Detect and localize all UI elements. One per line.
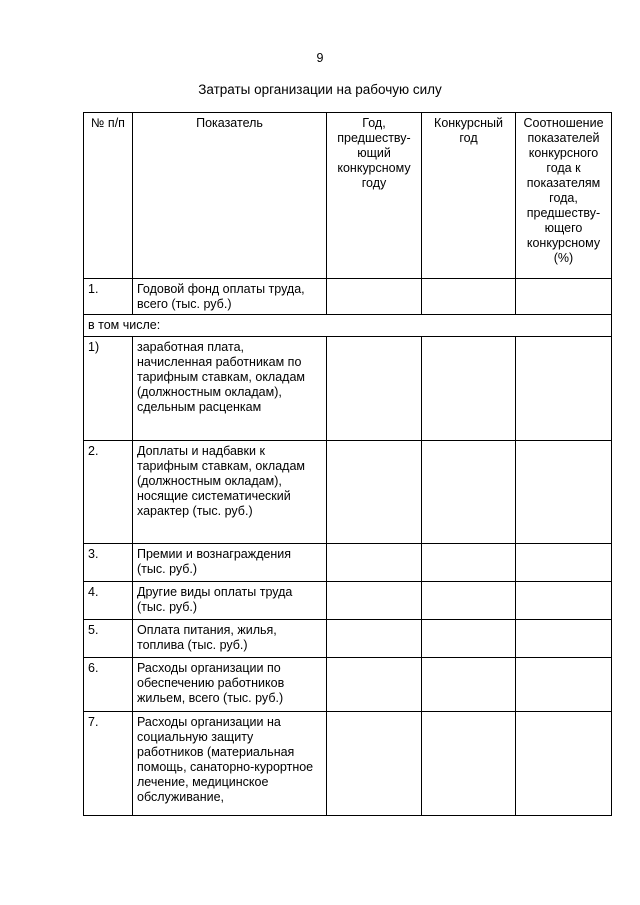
header-indicator: Показатель	[133, 113, 327, 279]
row-label: Расходы организации на социальную защиту работников (материальная помощь, санаторно-курортное лечение, медицинское обслуживание,	[133, 712, 327, 816]
row-label: Другие виды оплаты труда (тыс. руб.)	[133, 582, 327, 620]
cell-previous-year[interactable]	[327, 582, 422, 620]
table-row	[84, 582, 612, 620]
cell-previous-year[interactable]	[327, 544, 422, 582]
document-title: Затраты организации на рабочую силу	[198, 82, 442, 97]
row-number: 4.	[84, 582, 133, 620]
row-number: 1.	[84, 279, 133, 315]
cell-ratio[interactable]	[516, 712, 612, 816]
cell-ratio[interactable]	[516, 582, 612, 620]
row-label: заработная плата, начисленная работникам по тарифным ставкам, окладам (должностным окладам), сдельным расценкам	[133, 337, 327, 441]
cell-competition-year[interactable]	[422, 279, 516, 315]
row-label: Доплаты и надбавки к тарифным ставкам, окладам (должностным окладам), носящие систематический характер (тыс. руб.)	[133, 441, 327, 544]
row-label: Премии и вознаграждения (тыс. руб.)	[133, 544, 327, 582]
cell-ratio[interactable]	[516, 658, 612, 712]
row-number: 1)	[84, 337, 133, 441]
row-label: Годовой фонд оплаты труда, всего (тыс. руб.)	[133, 279, 327, 315]
row-label: Расходы организации по обеспечению работников жильем, всего (тыс. руб.)	[133, 658, 327, 712]
cell-competition-year[interactable]	[422, 712, 516, 816]
cell-previous-year[interactable]	[327, 337, 422, 441]
header-number: № п/п	[84, 113, 133, 279]
subheader-including: в том числе:	[84, 315, 612, 337]
table-row	[84, 279, 612, 315]
table-header-row	[84, 113, 612, 279]
header-previous-year: Год, предшеству-ющий конкурсному году	[327, 113, 422, 279]
header-ratio: Соотношение показателей конкурсного года к показателям года, предшеству-ющего конкурсному (%)	[516, 113, 612, 279]
table-row	[84, 337, 612, 441]
cell-previous-year[interactable]	[327, 279, 422, 315]
row-number: 3.	[84, 544, 133, 582]
table-row	[84, 620, 612, 658]
cell-competition-year[interactable]	[422, 441, 516, 544]
cell-competition-year[interactable]	[422, 544, 516, 582]
cell-previous-year[interactable]	[327, 441, 422, 544]
cell-previous-year[interactable]	[327, 620, 422, 658]
header-competition-year: Конкурсный год	[422, 113, 516, 279]
row-number: 6.	[84, 658, 133, 712]
cell-previous-year[interactable]	[327, 658, 422, 712]
cell-competition-year[interactable]	[422, 658, 516, 712]
table-row	[84, 712, 612, 816]
cell-ratio[interactable]	[516, 441, 612, 544]
cell-previous-year[interactable]	[327, 712, 422, 816]
row-number: 2.	[84, 441, 133, 544]
cell-ratio[interactable]	[516, 279, 612, 315]
cell-ratio[interactable]	[516, 544, 612, 582]
cell-competition-year[interactable]	[422, 620, 516, 658]
table-subheader-row	[84, 315, 612, 337]
table-row	[84, 544, 612, 582]
table-row	[84, 441, 612, 544]
cell-ratio[interactable]	[516, 337, 612, 441]
cell-competition-year[interactable]	[422, 582, 516, 620]
table-row	[84, 658, 612, 712]
cell-ratio[interactable]	[516, 620, 612, 658]
cell-competition-year[interactable]	[422, 337, 516, 441]
row-label: Оплата питания, жилья, топлива (тыс. руб.)	[133, 620, 327, 658]
labor-costs-table	[83, 112, 612, 816]
page-number: 9	[316, 51, 324, 65]
row-number: 5.	[84, 620, 133, 658]
row-number: 7.	[84, 712, 133, 816]
